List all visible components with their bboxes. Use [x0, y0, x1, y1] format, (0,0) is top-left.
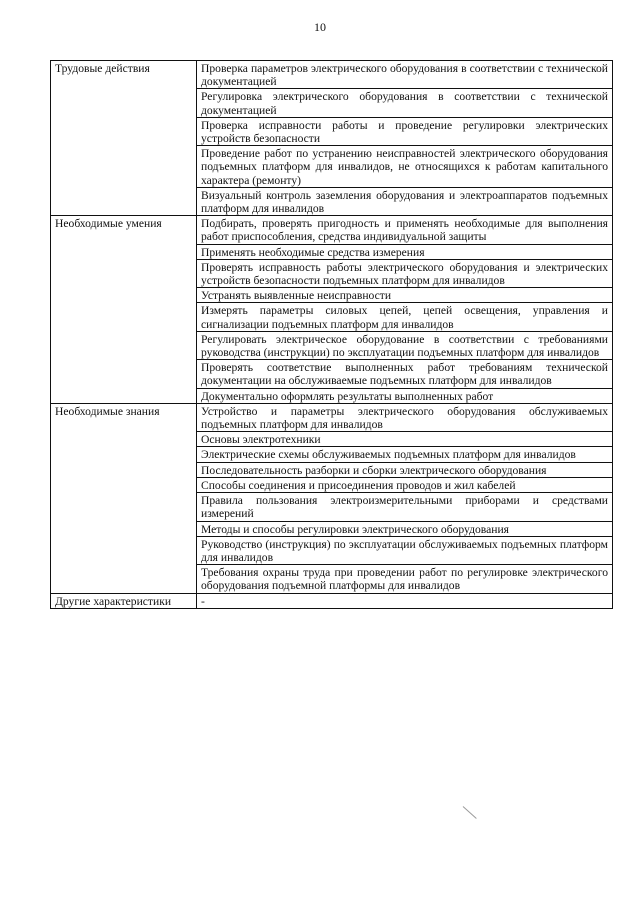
table-cell: Способы соединения и присоединения проводов и жил кабелей	[197, 477, 613, 492]
table-cell: Основы электротехники	[197, 432, 613, 447]
table-cell: Электрические схемы обслуживаемых подъемных платформ для инвалидов	[197, 447, 613, 462]
table-cell: -	[197, 593, 613, 608]
section-label: Необходимые знания	[51, 403, 197, 593]
scan-mark	[463, 806, 477, 819]
table-row	[51, 403, 613, 431]
table-cell: Последовательность разборки и сборки электрического оборудования	[197, 462, 613, 477]
table-cell: Проверка исправности работы и проведение регулировки электрических устройств безопасности	[197, 117, 613, 145]
table-cell: Подбирать, проверять пригодность и применять необходимые для выполнения работ приспособления, средства индивидуальной защиты	[197, 216, 613, 244]
table-cell: Регулировать электрическое оборудование в соответствии с требованиями руководства (инструкции) по эксплуатации подъемных платформ для инвалидов	[197, 331, 613, 359]
table-cell: Проведение работ по устранению неисправностей электрического оборудования подъемных платформ для инвалидов, не относящихся к работам капитального характера (ремонту)	[197, 146, 613, 188]
section-label: Необходимые умения	[51, 216, 197, 404]
competency-table	[50, 60, 613, 609]
table-cell: Визуальный контроль заземления оборудования и электроаппаратов подъемных платформ для инвалидов	[197, 187, 613, 215]
table-cell: Регулировка электрического оборудования в соответствии с технической документацией	[197, 89, 613, 117]
table-cell: Правила пользования электроизмерительными приборами и средствами измерений	[197, 493, 613, 521]
table-row	[51, 593, 613, 608]
table-cell: Проверять исправность работы электрического оборудования и электрических устройств безопасности подъемных платформ для инвалидов	[197, 259, 613, 287]
table-cell: Требования охраны труда при проведении работ по регулировке электрического оборудования подъемной платформы для инвалидов	[197, 565, 613, 593]
table-cell: Проверять соответствие выполненных работ требованиям технической документации на обслуживаемые подъемных платформ для инвалидов	[197, 360, 613, 388]
table-cell: Устройство и параметры электрического оборудования обслуживаемых подъемных платформ для инвалидов	[197, 403, 613, 431]
table-cell: Методы и способы регулировки электрического оборудования	[197, 521, 613, 536]
table-cell: Применять необходимые средства измерения	[197, 244, 613, 259]
page-number: 10	[314, 20, 326, 34]
table-cell: Устранять выявленные неисправности	[197, 288, 613, 303]
table-cell: Руководство (инструкция) по эксплуатации обслуживаемых подъемных платформ для инвалидов	[197, 536, 613, 564]
table-row	[51, 216, 613, 244]
table-cell: Проверка параметров электрического оборудования в соответствии с технической документацией	[197, 61, 613, 89]
section-label: Трудовые действия	[51, 61, 197, 216]
section-label: Другие характеристики	[51, 593, 197, 608]
table-cell: Измерять параметры силовых цепей, цепей освещения, управления и сигнализации подъемных платформ для инвалидов	[197, 303, 613, 331]
table-cell: Документально оформлять результаты выполненных работ	[197, 388, 613, 403]
table-row	[51, 61, 613, 89]
